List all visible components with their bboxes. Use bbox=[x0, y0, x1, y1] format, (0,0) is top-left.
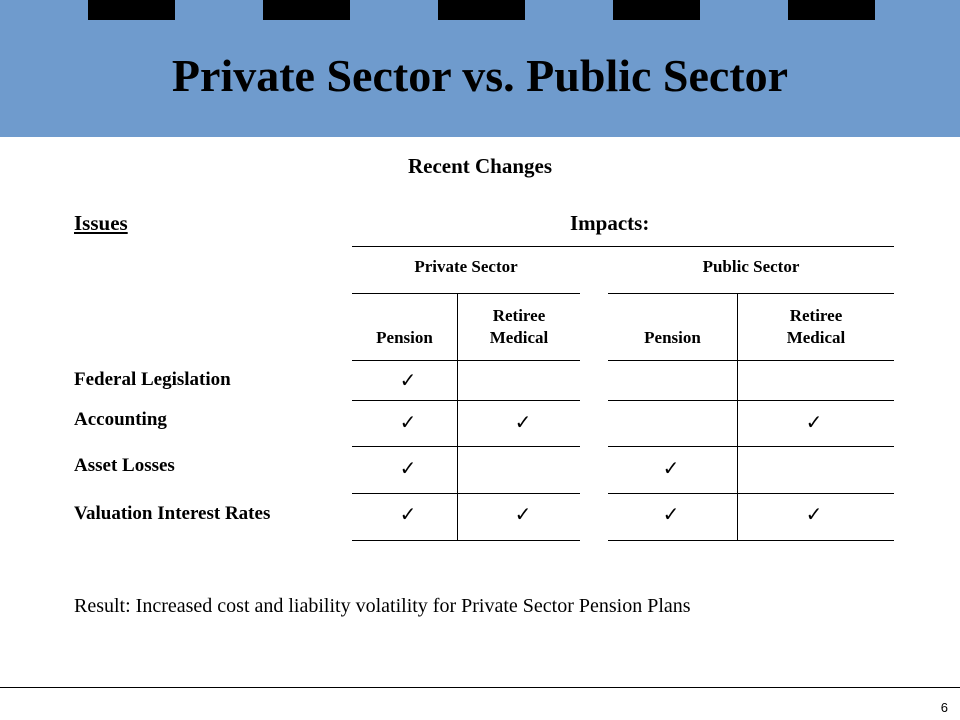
body-divider-private bbox=[457, 360, 458, 540]
checker-cell bbox=[525, 0, 613, 20]
slide-title: Private Sector vs. Public Sector bbox=[171, 50, 789, 101]
slide-subtitle: Recent Changes bbox=[407, 154, 553, 178]
check-mark-icon: ✓ bbox=[662, 456, 680, 480]
issues-header: Issues bbox=[74, 211, 128, 235]
impacts-header: Impacts: bbox=[570, 211, 650, 235]
check-mark-icon: ✓ bbox=[514, 502, 532, 526]
checker-cell bbox=[613, 0, 700, 20]
checker-cell bbox=[263, 0, 350, 20]
checker-cell bbox=[175, 0, 263, 20]
check-mark-icon: ✓ bbox=[399, 456, 417, 480]
sector-label-public: Public Sector bbox=[702, 257, 800, 276]
checker-cell bbox=[875, 0, 960, 20]
checker-strip bbox=[0, 0, 960, 20]
column-header-line2: Pension bbox=[644, 328, 701, 347]
check-mark-icon: ✓ bbox=[514, 410, 532, 434]
row-rule bbox=[352, 540, 580, 541]
column-header-public-pension bbox=[608, 305, 737, 349]
header-bottom-rule-public bbox=[608, 360, 894, 361]
row-rule bbox=[352, 446, 580, 447]
sector-rule-private bbox=[352, 293, 580, 294]
checker-cell bbox=[700, 0, 788, 20]
row-rule bbox=[352, 400, 580, 401]
impacts-rule bbox=[352, 246, 894, 247]
row-rule bbox=[608, 400, 894, 401]
checker-cell bbox=[788, 0, 875, 20]
column-header-line2: Medical bbox=[489, 328, 549, 347]
column-header-line1: Retiree bbox=[492, 306, 546, 325]
footer-rule bbox=[0, 687, 960, 688]
column-header-line1 bbox=[352, 305, 457, 327]
check-mark-icon: ✓ bbox=[399, 502, 417, 526]
check-mark-icon: ✓ bbox=[662, 502, 680, 526]
column-header-public-retiree-medical bbox=[738, 305, 894, 349]
row-label-valuation-interest-rates: Valuation Interest Rates bbox=[74, 503, 271, 524]
row-rule bbox=[608, 446, 894, 447]
row-rule bbox=[352, 493, 580, 494]
page-number: 6 bbox=[940, 700, 948, 715]
result-text: Result: Increased cost and liability volatility for Private Sector Pension Plans bbox=[74, 595, 691, 617]
checker-cell bbox=[88, 0, 175, 20]
check-mark-icon: ✓ bbox=[399, 368, 417, 392]
header-bottom-rule-private bbox=[352, 360, 580, 361]
column-header-private-retiree-medical bbox=[458, 305, 580, 349]
column-header-private-pension bbox=[352, 305, 457, 349]
checker-cell bbox=[350, 0, 438, 20]
check-mark-icon: ✓ bbox=[399, 410, 417, 434]
column-header-line2: Medical bbox=[786, 328, 846, 347]
column-header-line1: Retiree bbox=[789, 306, 843, 325]
row-label-accounting: Accounting bbox=[74, 409, 167, 430]
check-mark-icon: ✓ bbox=[805, 502, 823, 526]
body-divider-public bbox=[737, 360, 738, 540]
check-mark-icon: ✓ bbox=[805, 410, 823, 434]
row-rule bbox=[608, 493, 894, 494]
row-label-asset-losses: Asset Losses bbox=[74, 455, 175, 476]
checker-cell bbox=[438, 0, 525, 20]
row-rule bbox=[608, 540, 894, 541]
column-header-line1 bbox=[608, 305, 737, 327]
column-header-line2: Pension bbox=[376, 328, 433, 347]
checker-cell bbox=[0, 0, 88, 20]
header-band bbox=[0, 0, 960, 137]
row-label-federal-legislation: Federal Legislation bbox=[74, 369, 231, 390]
sector-label-private: Private Sector bbox=[414, 257, 518, 276]
sector-rule-public bbox=[608, 293, 894, 294]
